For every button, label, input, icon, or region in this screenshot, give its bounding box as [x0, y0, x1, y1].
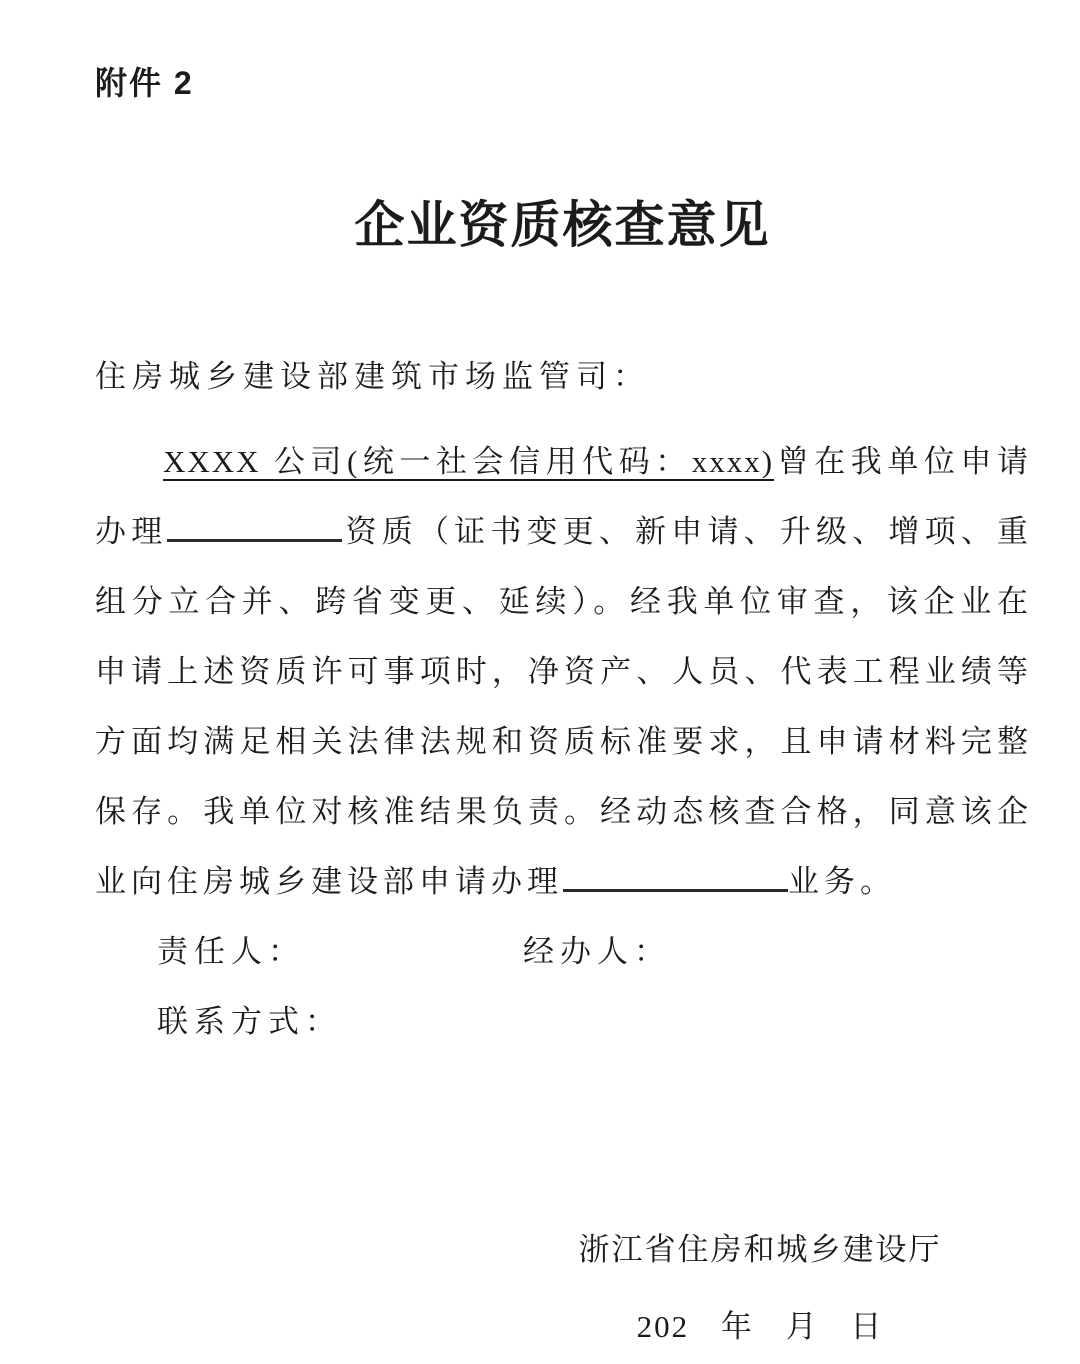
qualification-blank-underline [167, 534, 342, 542]
document-title: 企业资质核查意见 [354, 197, 771, 253]
handler-label: 经办人： [523, 934, 671, 969]
salutation-line: 住房城乡建设部建筑市场监管司： [95, 359, 650, 394]
paragraph-line-2 [95, 497, 1030, 567]
contact-label: 联系方式： [157, 1004, 342, 1039]
paragraph-line-1-rest: 曾在我单位申请 [774, 444, 1030, 479]
paragraph-line-2-after: 资质（证书变更、新申请、升级、增项、重 [342, 514, 1031, 549]
paragraph-line-1 [95, 427, 1030, 497]
paragraph-line-7-before: 业向住房城乡建设部申请办理 [95, 864, 563, 899]
responsible-person-label: 责任人： [157, 934, 305, 969]
paragraph-line-2-before: 办理 [95, 514, 168, 549]
paragraph-line-4: 申请上述资质许可事项时，净资产、人员、代表工程业绩等 [95, 654, 1030, 689]
attachment-label: 附件 2 [95, 65, 194, 101]
paragraph-line-6: 保存。我单位对核准结果负责。经动态核查合格，同意该企 [95, 794, 1030, 829]
paragraph-line-5: 方面均满足相关法律法规和资质标准要求，且申请材料完整 [95, 724, 1030, 759]
issuing-organization: 浙江省住房和城乡建设厅 [578, 1232, 942, 1267]
contact-row [95, 987, 1030, 1057]
paragraph-line-7 [95, 847, 1030, 917]
document-body [95, 349, 1030, 1057]
date-line: 202 年 月 日 [636, 1309, 884, 1344]
paragraph-line-3: 组分立合并、跨省变更、延续）。经我单位审查，该企业在 [95, 584, 1030, 619]
signatory-fields-row [95, 917, 1030, 987]
document-content [95, 0, 1030, 1057]
business-blank-underline [563, 884, 788, 892]
paragraph-line-7-after: 业务。 [788, 864, 896, 899]
company-info-underlined: XXXX 公司(统一社会信用代码：xxxx) [163, 444, 775, 479]
signature-block [560, 1228, 960, 1349]
